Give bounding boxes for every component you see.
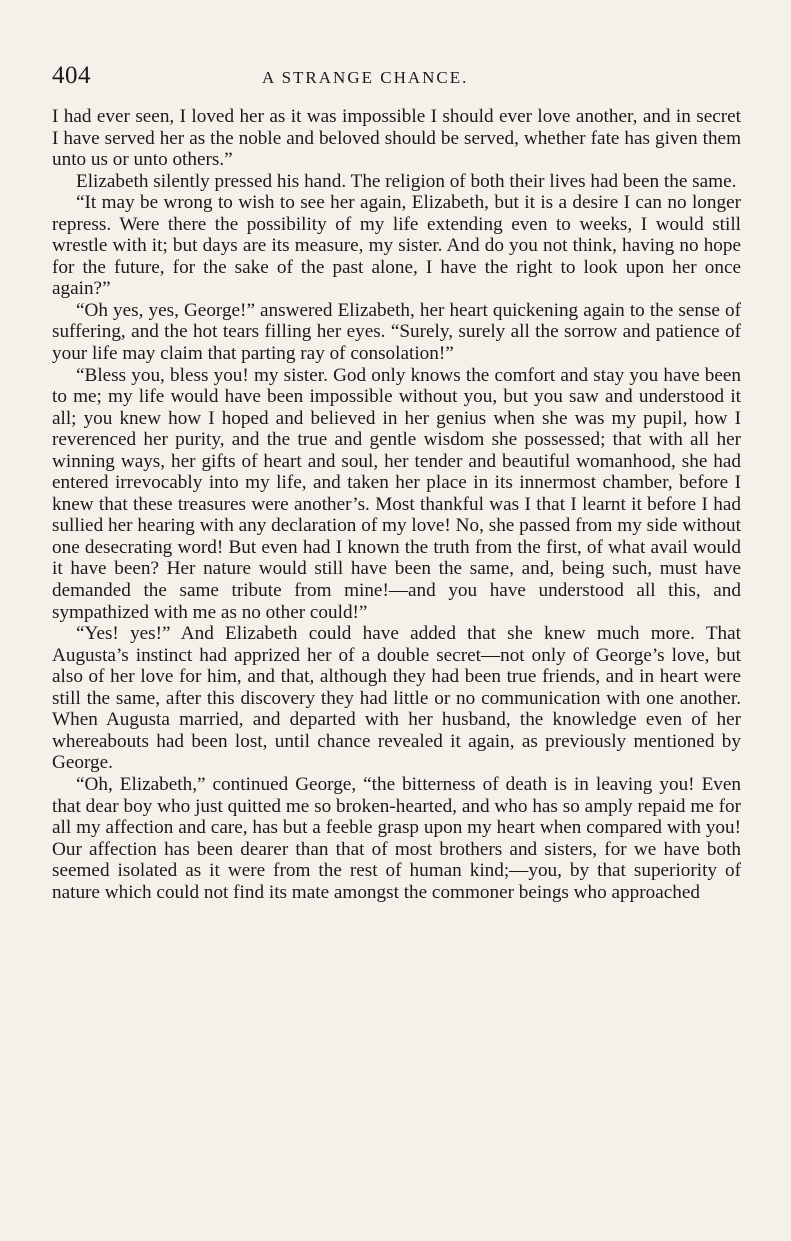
paragraph: “Yes! yes!” And Elizabeth could have added that she knew much more. That Augusta’s instinct had apprized her of a double secret—not only of George’s love, but also of her love for him, and that, although they had been true friends, and in heart were still the same, after this discovery they had little or no communication with one another. When Augusta married, and departed with her husband, the knowledge even of her whereabouts had been lost, until chance revealed it again, as previously mentioned by George. xyxy=(52,623,741,774)
running-title: A STRANGE CHANCE. xyxy=(262,68,469,87)
page-header xyxy=(52,62,741,102)
paragraph: “Oh yes, yes, George!” answered Elizabeth, her heart quickening again to the sense of suffering, and the hot tears filling her eyes. “Surely, surely all the sorrow and patience of your life may claim that parting ray of consolation!” xyxy=(52,299,741,365)
paragraph: Elizabeth silently pressed his hand. The religion of both their lives had been the same. xyxy=(76,170,737,192)
paragraph: “Oh, Elizabeth,” continued George, “the bitterness of death is in leaving you! Even that dear boy who just quitted me so broken-hearted, and who has so amply repaid me for all my affection and care, has but a feeble grasp upon my heart when compared with you! Our affection has been dearer than that of most brothers and sisters, for we have both seemed isolated as it were from the rest of human kind;—you, by that superiority of nature which could not find its mate amongst the commoner beings who approached xyxy=(52,773,741,903)
page-number: 404 xyxy=(52,62,91,89)
paragraph: “It may be wrong to wish to see her again, Elizabeth, but it is a desire I can no longer repress. Were there the possibility of my life extending even to weeks, I would still wrestle with it; but days are its measure, my sister. And do you not think, having no hope for the future, for the sake of the past alone, I have the right to look upon her once again?” xyxy=(52,192,741,300)
paragraph: I had ever seen, I loved her as it was impossible I should ever love another, and in secret I have served her as the noble and beloved should be served, whether fate has given them unto us or unto others.” xyxy=(52,106,741,171)
body-text xyxy=(52,106,741,903)
paragraph: “Bless you, bless you! my sister. God only knows the comfort and stay you have been to me; my life would have been impossible without you, but you saw and understood it all; you knew how I hoped and believed in her genius when she was my pupil, how I reverenced her purity, and the true and gentle wisdom she possessed; that with all her winning ways, her gifts of heart and soul, her tender and beautiful womanhood, she had entered irrevocably into my life, and taken her place in its innermost chamber, before I knew that these treasures were another’s. Most thankful was I that I learnt it before I had sullied her hearing with any declaration of my love! No, she passed from my side without one desecrating word! But even had I known the truth from the first, of what avail would it have been? Her nature would still have been the same, and, being such, must have demanded the same tribute from mine!—and you have understood all this, and sympathized with me as no other could!” xyxy=(52,364,741,623)
